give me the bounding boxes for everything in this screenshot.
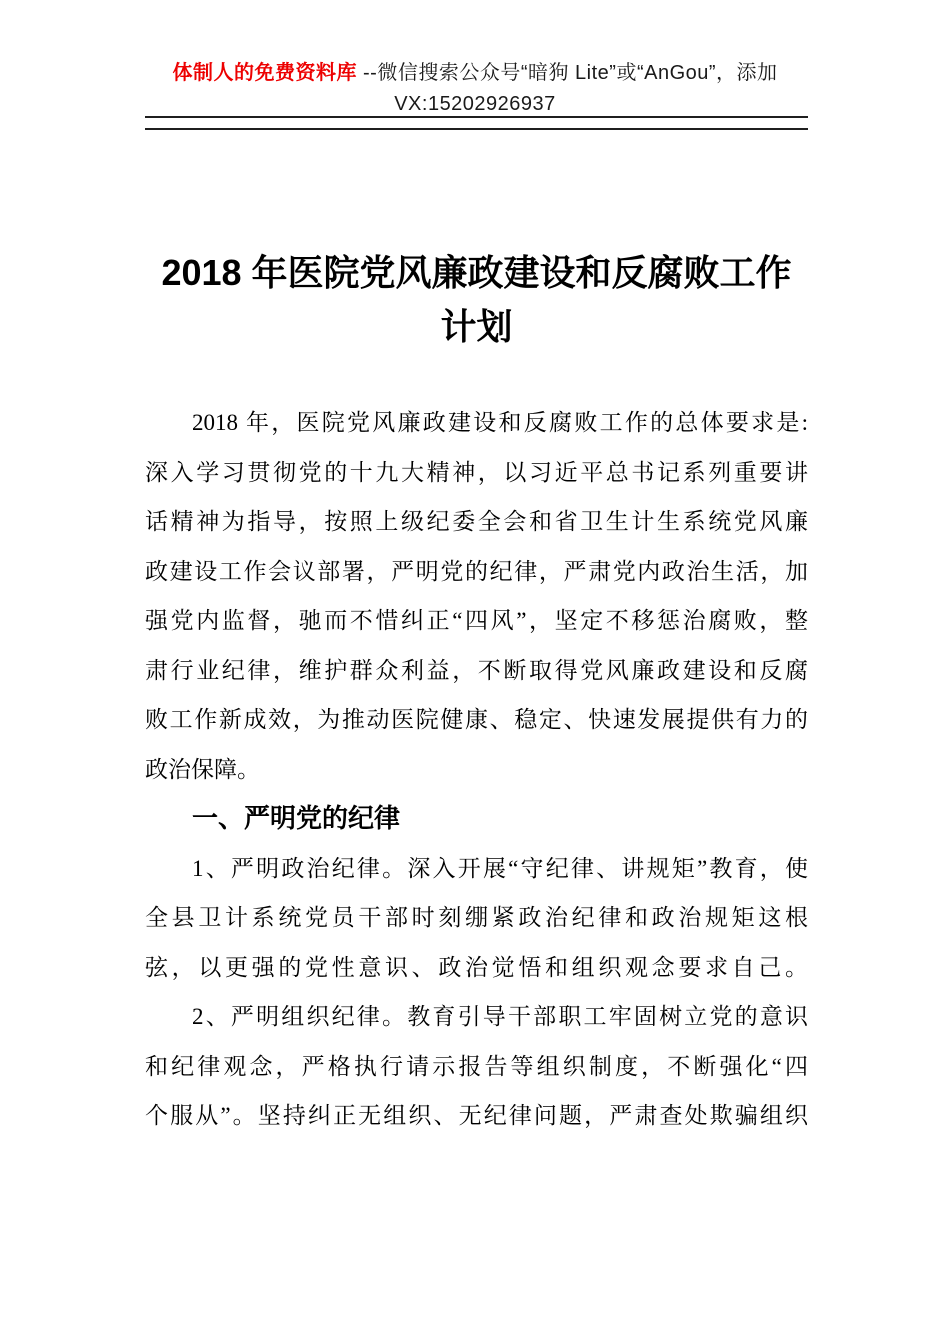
title-line-1: 2018 年医院党风廉政建设和反腐败工作 bbox=[161, 252, 792, 293]
text-line: 和纪律观念，严格执行请示报告等组织制度，不断强化“四 bbox=[145, 1053, 808, 1079]
title-line-2: 计划 bbox=[440, 306, 513, 347]
header-divider-top bbox=[145, 116, 808, 118]
header-promo-text: --微信搜索公众号“暗狗 Lite”或“AnGou”，添加 bbox=[356, 62, 778, 84]
text-line: 话精神为指导，按照上级纪委全会和省卫生计生系统党风廉 bbox=[145, 509, 808, 534]
text-line: 深入学习贯彻党的十九大精神，以习近平总书记系列重要讲 bbox=[145, 459, 808, 485]
header-promo-line bbox=[0, 58, 950, 89]
paragraph bbox=[145, 992, 808, 1141]
text-line: 强党内监督，驰而不惜纠正“四风”，坚定不移惩治腐败，整 bbox=[145, 608, 808, 633]
text-line: 政治保障。 bbox=[145, 756, 260, 782]
text-line: 个服从”。坚持纠正无组织、无纪律问题，严肃查处欺骗组织 bbox=[145, 1103, 808, 1128]
header-banner bbox=[0, 58, 950, 120]
text-line: 肃行业纪律，维护群众利益，不断取得党风廉政建设和反腐 bbox=[145, 657, 808, 683]
text-line: 全县卫计系统党员干部时刻绷紧政治纪律和政治规矩这根 bbox=[145, 905, 808, 930]
header-divider-bottom bbox=[145, 128, 808, 130]
paragraph bbox=[145, 844, 808, 993]
text-line: 2、严明组织纪律。教育引导干部职工牢固树立党的意识 bbox=[192, 1004, 808, 1029]
text-line: 1、严明政治纪律。深入开展“守纪律、讲规矩”教育，使 bbox=[192, 855, 808, 881]
header-contact-text: VX:15202926937 bbox=[394, 93, 556, 115]
document-title bbox=[145, 246, 808, 354]
header-brand-text: 体制人的免费资料库 bbox=[172, 62, 357, 84]
text-line: 2018 年，医院党风廉政建设和反腐败工作的总体要求是: bbox=[192, 410, 808, 435]
document-body bbox=[145, 398, 808, 1141]
paragraph bbox=[145, 398, 808, 794]
text-line: 弦，以更强的党性意识、政治觉悟和组织观念要求自己。 bbox=[145, 954, 808, 980]
text-line: 政建设工作会议部署，严明党的纪律，严肃党内政治生活，加 bbox=[145, 558, 808, 584]
text-line: 败工作新成效，为推动医院健康、稳定、快速发展提供有力的 bbox=[145, 707, 808, 732]
section-heading: 一、严明党的纪律 bbox=[192, 803, 401, 833]
